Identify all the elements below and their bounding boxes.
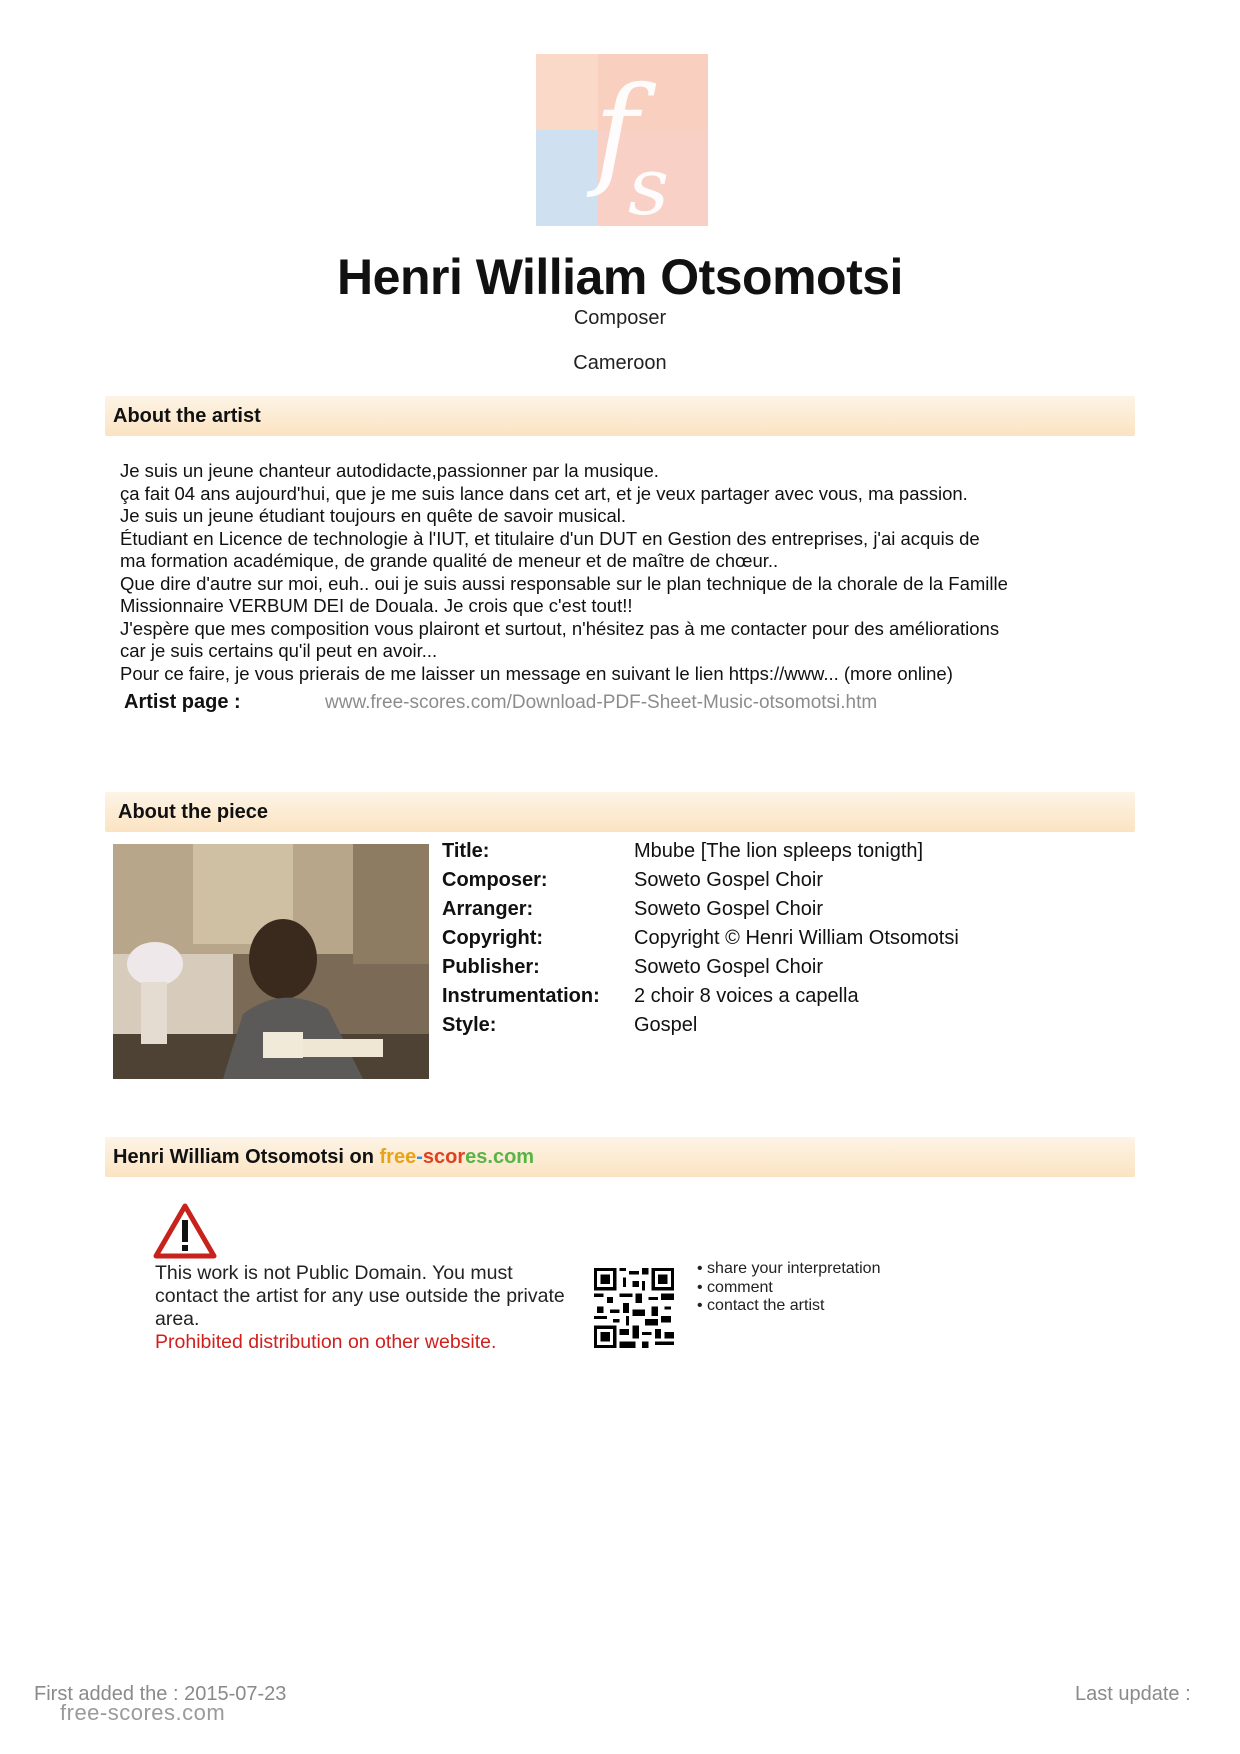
piece-title-value: Mbube [The lion spleeps tonigth] [634, 840, 924, 862]
svg-text:s: s [628, 140, 670, 226]
artist-page-label: Artist page : [124, 691, 241, 713]
artist-role: Composer [573, 307, 667, 329]
artist-page-link[interactable]: www.free-scores.com/Download-PDF-Sheet-Music-otsomotsi.htm [325, 692, 878, 713]
svg-text:f: f [594, 62, 639, 201]
comment-link[interactable]: • comment [697, 1278, 773, 1296]
piece-instrumentation-value: 2 choir 8 voices a capella [634, 985, 859, 1007]
piece-publisher-value: Soweto Gospel Choir [634, 956, 823, 978]
piece-style-value: Gospel [634, 1014, 698, 1036]
bio-line: car je suis certains qu'il peut en avoir... [120, 640, 438, 661]
brand-part: - [416, 1146, 423, 1168]
piece-style-label: Style: [442, 1014, 497, 1036]
qr-code-icon[interactable] [594, 1268, 674, 1348]
about-piece-header [105, 792, 1135, 832]
about-artist-header [105, 396, 1135, 436]
free-scores-logo-icon [536, 54, 708, 226]
action-list [697, 1260, 880, 1316]
not-public-domain-notice: This work is not Public Domain. You must contact the artist for any use outside the private area. [155, 1262, 565, 1330]
first-added-date: First added the : 2015-07-23 [34, 1683, 287, 1705]
about-artist-heading: About the artist [113, 405, 261, 427]
on-site-header [105, 1137, 1135, 1177]
piece-arranger-value: Soweto Gospel Choir [634, 898, 823, 920]
bio-line: Missionnaire VERBUM DEI de Douala. Je crois que c'est tout!! [120, 595, 633, 616]
piece-copyright-value: Copyright © Henri William Otsomotsi [634, 927, 959, 949]
artist-bio [120, 460, 1130, 685]
brand-part: scor [422, 1146, 466, 1168]
piece-arranger-label: Arranger: [442, 898, 534, 920]
prohibited-distribution-notice: Prohibited distribution on other website. [155, 1331, 497, 1353]
bio-line: Je suis un jeune chanteur autodidacte,passionner par la musique. [120, 460, 659, 481]
on-site-heading [113, 1146, 534, 1169]
piece-instrumentation-label: Instrumentation: [442, 985, 600, 1007]
bio-line: ça fait 04 ans aujourd'hui, que je me suis lance dans cet art, et je veux partager avec vous, ma passion. [120, 482, 968, 504]
about-piece-heading: About the piece [118, 801, 269, 823]
bio-line: J'espère que mes composition vous plairont et surtout, n'hésitez pas à me contacter pour des améliorations [120, 617, 1000, 639]
bio-line: Pour ce faire, je vous prierais de me laisser un message en suivant le lien https://www... (more online) [120, 662, 953, 684]
warning-icon [153, 1203, 217, 1259]
brand-part: es.com [465, 1146, 535, 1168]
artist-country: Cameroon [573, 352, 667, 374]
last-update-label: Last update : [1075, 1683, 1191, 1705]
contact-artist-link[interactable]: • contact the artist [697, 1297, 825, 1314]
footer-brand-logo: free-scores.com [60, 1700, 226, 1725]
share-interpretation-link[interactable]: • share your interpretation [697, 1260, 881, 1277]
brand-part: free [379, 1146, 417, 1168]
piece-title-label: Title: [442, 840, 490, 862]
piece-copyright-label: Copyright: [442, 927, 544, 949]
bio-line: ma formation académique, de grande qualité de meneur et de maître de chœur.. [120, 550, 779, 571]
on-site-prefix: Henri William Otsomotsi on [113, 1146, 380, 1168]
artist-name: Henri William Otsomotsi [337, 249, 903, 305]
bio-line: Étudiant en Licence de technologie à l'IUT, et titulaire d'un DUT en Gestion des entreprises, j'ai acquis de [120, 527, 980, 549]
piece-composer-value: Soweto Gospel Choir [634, 869, 823, 891]
piece-composer-label: Composer: [442, 869, 548, 891]
artist-photo [113, 844, 429, 1079]
piece-publisher-label: Publisher: [442, 956, 540, 978]
bio-line: Que dire d'autre sur moi, euh.. oui je suis aussi responsable sur le plan technique de la chorale de la Famille [120, 572, 1008, 594]
bio-line: Je suis un jeune étudiant toujours en quête de savoir musical. [120, 505, 626, 526]
